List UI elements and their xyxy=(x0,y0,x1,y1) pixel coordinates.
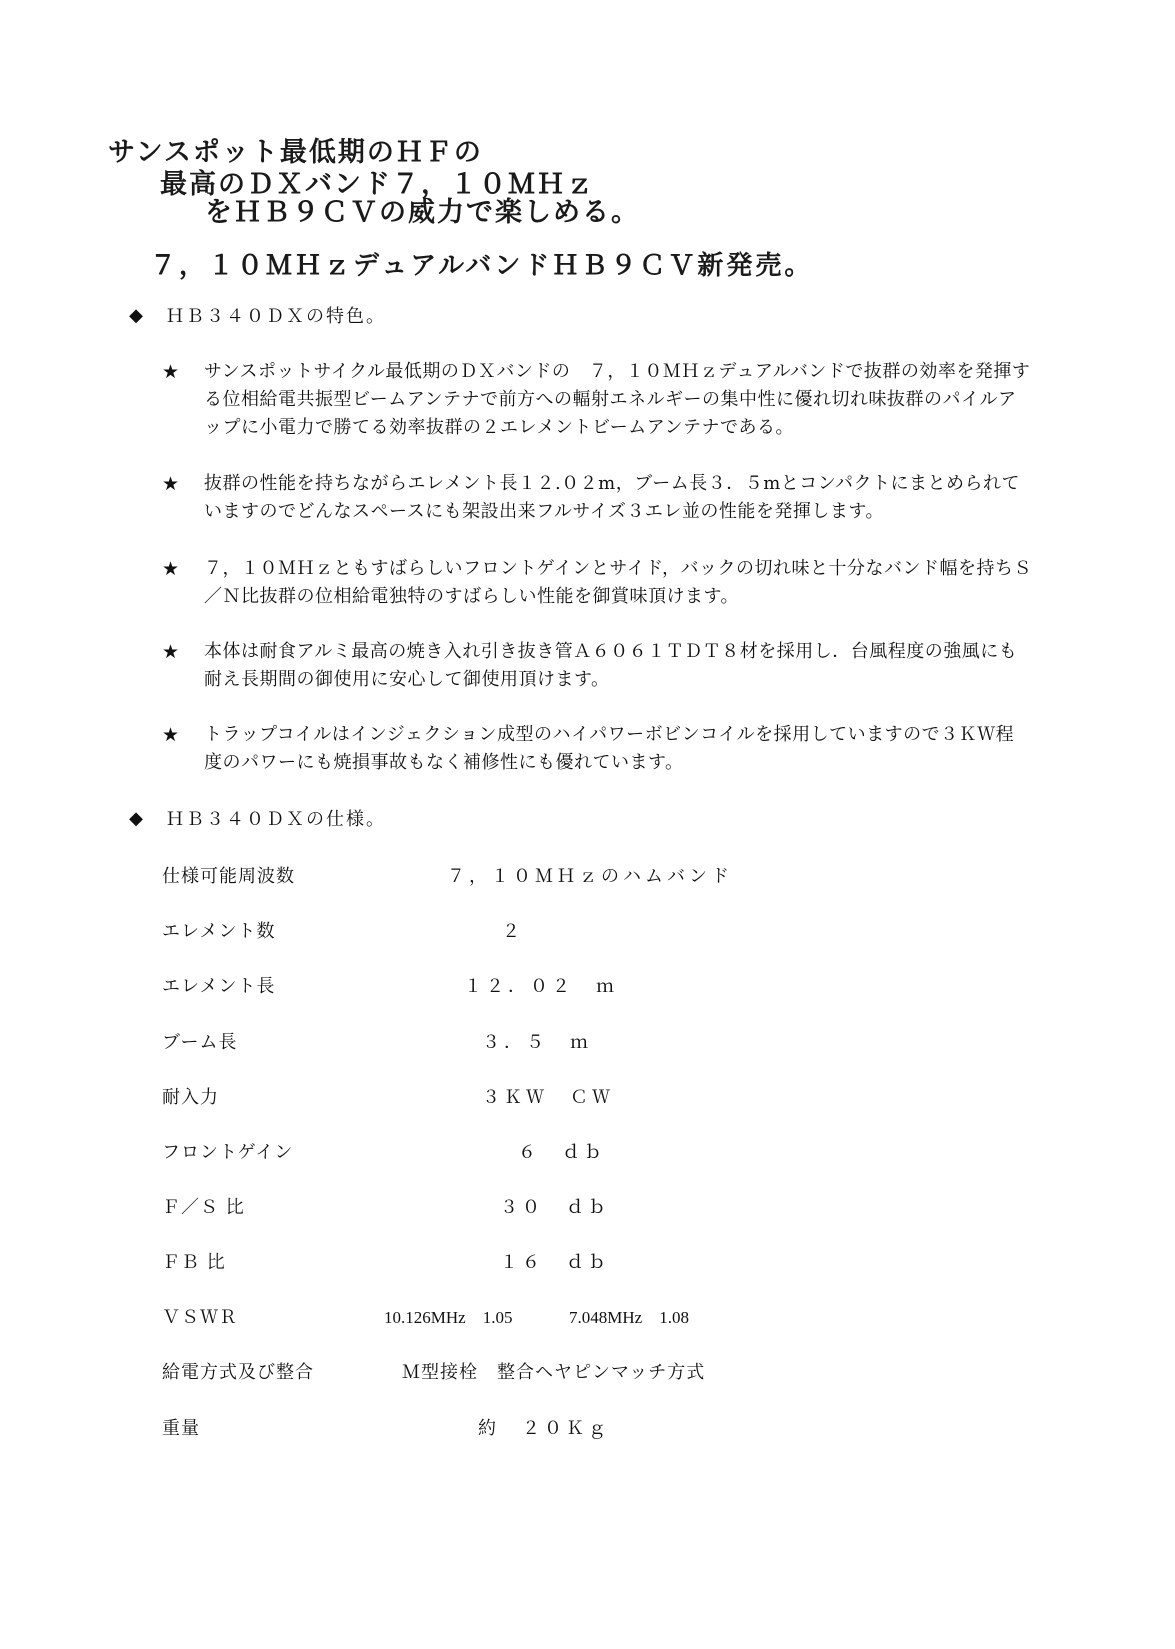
star-icon: ★ xyxy=(162,473,180,495)
diamond-icon: ◆ xyxy=(129,807,145,829)
spec-row-frequency xyxy=(162,862,862,892)
spec-row-vswr xyxy=(162,1303,862,1333)
star-icon: ★ xyxy=(162,361,180,383)
spec-value: ３０ ｄｂ xyxy=(500,1197,610,1218)
spec-value: 約 ２０Ｋｇ xyxy=(478,1418,610,1439)
spec-value: １６ ｄｂ xyxy=(500,1252,610,1273)
feature-text: 抜群の性能を持ちながらエレメント長１２.０２m，ブーム長３．５mとコンパクトにまとめられていますのでどんなスペースにも架設出来フルサイズ３エレ並の性能を発揮します。 xyxy=(204,473,1021,522)
feature-text: サンスポットサイクル最低期のＤＸバンドの ７，１０ＭＨｚデュアルバンドで抜群の効率を発揮する位相給電共振型ビームアンテナで前方への輻射エネルギーの集中性に優れ切れ味抜群のパイルアップに小電力で勝てる効率抜群の２エレメントビームアンテナである。 xyxy=(204,361,1031,438)
spec-label: エレメント長 xyxy=(162,976,276,997)
spec-row-element-length xyxy=(162,972,862,1002)
vswr-value-7mhz: 7.048MHz 1.08 xyxy=(569,1308,689,1327)
feature-text: トラップコイルはインジェクション成型のハイパワーボビンコイルを採用していますので３ＫＷ程度のパワーにも焼損事故もなく補修性にも優れています。 xyxy=(204,724,1015,773)
spec-row-fs-ratio xyxy=(162,1193,862,1223)
spec-label: 仕様可能周波数 xyxy=(162,866,295,887)
spec-label: Ｆ／Ｓ 比 xyxy=(162,1197,245,1218)
spec-label: エレメント数 xyxy=(162,921,276,942)
star-icon: ★ xyxy=(162,724,180,746)
feature-item xyxy=(162,358,1032,442)
spec-label: ＶＳＷＲ xyxy=(162,1307,238,1328)
spec-label: 重量 xyxy=(162,1418,200,1439)
specs-title-text: ＨＢ３４０ＤＸの仕様。 xyxy=(166,809,386,830)
heading-line-1: サンスポット最低期のＨＦの xyxy=(108,137,483,168)
spec-row-front-gain xyxy=(162,1138,862,1168)
vswr-value-10mhz: 10.126MHz 1.05 xyxy=(384,1308,513,1327)
star-icon: ★ xyxy=(162,641,180,663)
spec-value: ２ xyxy=(502,921,524,942)
subheading: ７，１０ＭＨｚデュアルバンドＨＢ９ＣＶ新発売。 xyxy=(150,251,814,281)
spec-row-boom-length xyxy=(162,1028,862,1058)
feature-text: ７，１０ＭＨｚともすばらしいフロントゲインとサイド，バックの切れ味と十分なバンド幅を持ちＳ／Ｎ比抜群の位相給電独特のすばらしい性能を御賞味頂けます。 xyxy=(204,558,1032,607)
spec-value: Ｍ型接栓 整合ヘヤピンマッチ方式 xyxy=(402,1362,706,1383)
features-title-text: ＨＢ３４０ＤＸの特色。 xyxy=(166,306,386,327)
spec-value: ３ＫＷ ＣＷ xyxy=(482,1087,614,1108)
feature-item xyxy=(162,721,1032,777)
spec-row-power-rating xyxy=(162,1083,862,1113)
spec-label: 耐入力 xyxy=(162,1087,219,1108)
spec-row-fb-ratio xyxy=(162,1248,862,1278)
spec-value: ７，１０ＭＨｚのハムバンド xyxy=(447,866,733,887)
spec-label: ブーム長 xyxy=(162,1032,238,1053)
heading-line-3: をＨＢ９ＣＶの威力で楽しめる。 xyxy=(205,197,640,228)
star-icon: ★ xyxy=(162,558,180,580)
feature-item xyxy=(162,555,1032,611)
spec-row-weight xyxy=(162,1414,862,1444)
spec-label: フロントゲイン xyxy=(162,1142,294,1163)
spec-row-element-count xyxy=(162,917,862,947)
diamond-icon: ◆ xyxy=(129,304,145,326)
heading-line-2: 最高のＤＸバンド７，１０ＭＨｚ xyxy=(160,169,595,200)
spec-label: 給電方式及び整合 xyxy=(162,1362,314,1383)
spec-value: ６ ｄｂ xyxy=(518,1142,606,1163)
spec-value: １２．０２ ｍ xyxy=(464,976,618,997)
spec-value: ３．５ ｍ xyxy=(482,1032,592,1053)
features-section-title xyxy=(126,302,386,328)
feature-item xyxy=(162,470,1032,526)
feature-text: 本体は耐食アルミ最高の焼き入れ引き抜き管Ａ６０６１ＴＤＴ８材を採用し．台風程度の強風にも耐え長期間の御使用に安心して御使用頂けます。 xyxy=(204,641,1018,690)
feature-item xyxy=(162,638,1032,694)
specs-section-title xyxy=(126,805,386,831)
spec-label: ＦＢ 比 xyxy=(162,1252,226,1273)
spec-row-feed-method xyxy=(162,1358,862,1388)
